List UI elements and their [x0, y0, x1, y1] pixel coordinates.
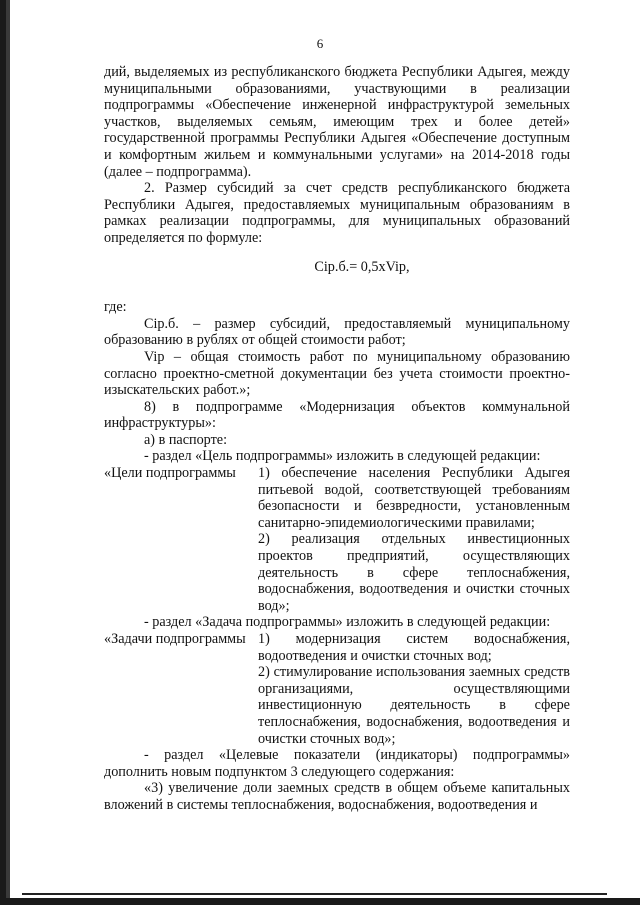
section-goal-heading: - раздел «Цель подпрограммы» изложить в следующей редакции: [144, 448, 541, 465]
section-task-heading: - раздел «Задача подпрограммы» изложить в следующей редакции: [144, 614, 551, 631]
scan-border-bottom [0, 898, 640, 905]
goal-1: 1) обеспечение населения Республики Адыгея питьевой водой, соответствующей требованиям безопасности и безвредности, установленным санитарно-эпидемиологическими правилами; [258, 465, 570, 531]
tasks-row [104, 631, 570, 747]
item-8: 8) в подпрограмме «Модернизация объектов коммунальной инфраструктуры»: [104, 398, 570, 432]
goals-label: «Цели подпрограммы [104, 465, 236, 482]
paragraph-subsidies-intro: дий, выделяемых из республиканского бюджета Республики Адыгея, между муниципальными образованиями, участвующими в реализации подпрограммы «Обеспечение инженерной инфраструктурой земельных участков, выделяемых семьям, имеющим трех и более детей» государственной программы Республики Адыгея «Обеспечение доступным и комфортным жильем и коммунальными услугами» на 2014-2018 годы (далее – подпрограмма). [104, 64, 570, 180]
task-2: 2) стимулирование использования заемных средств организациями, осуществляющими инвестиционную деятельность в сфере теплоснабжения, водоснабжения, водоотведения и очистки сточных вод»; [258, 664, 570, 747]
scan-border-bottom-line [22, 893, 607, 895]
definition-cip: Ciр.б. – размер субсидий, предоставляемый муниципальному образованию в рублях от общей стоимости работ; [104, 315, 570, 349]
definition-vip: Vip – общая стоимость работ по муниципальному образованию согласно проектно-сметной документации без учета стоимости проектно-изыскательских работ.»; [104, 348, 570, 399]
goals-list [258, 465, 570, 614]
item-a: а) в паспорте: [144, 431, 228, 448]
formula: Ciр.б.= 0,5xVip, [314, 258, 410, 275]
document-body [104, 64, 570, 814]
tasks-label: «Задачи подпрограммы [104, 631, 246, 647]
page-number: 6 [316, 36, 324, 51]
tasks-list [258, 631, 570, 747]
task-1: 1) модернизация систем водоснабжения, водоотведения и очистки сточных вод; [258, 631, 570, 664]
goal-2: 2) реализация отдельных инвестиционных проектов предприятий, осуществляющих деятельность в сфере теплоснабжения, водоснабжения, водоотведения и очистки сточных вод»; [258, 531, 570, 614]
scan-border-left-inner [6, 0, 10, 905]
indicator-3: «3) увеличение доли заемных средств в общем объеме капитальных вложений в системы теплоснабжения, водоснабжения, водоотведения и [104, 780, 570, 813]
where-label: где: [104, 299, 127, 316]
section-indicators-heading: - раздел «Целевые показатели (индикаторы) подпрограммы» дополнить новым подпунктом 3 следующего содержания: [104, 747, 570, 780]
paragraph-subsidy-size: 2. Размер субсидий за счет средств республиканского бюджета Республики Адыгея, предоставляемых муниципальным образованиям в рамках реализации подпрограммы, для муниципальных образований определяется по формуле: [104, 180, 570, 246]
goals-row [104, 465, 570, 614]
